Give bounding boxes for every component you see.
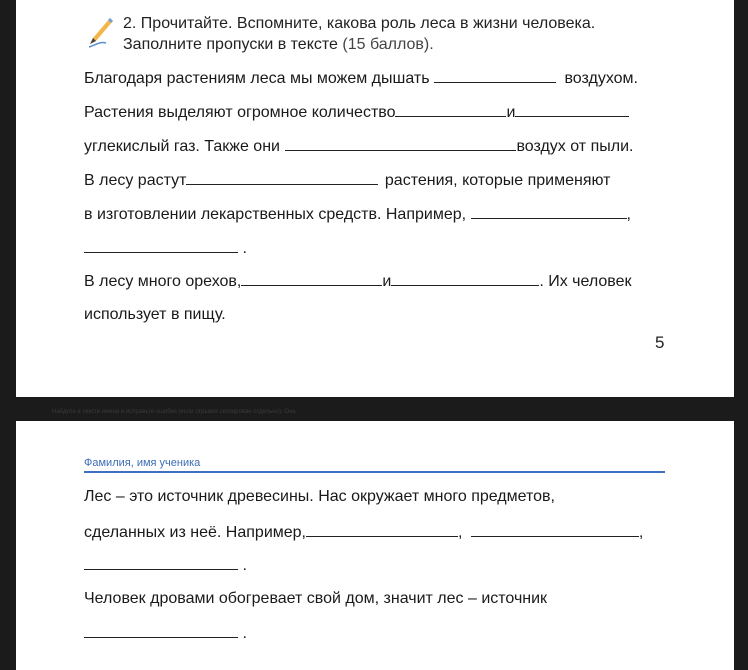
text-segment: углекислый газ. Также они — [84, 138, 280, 155]
text-line-1 — [84, 68, 638, 89]
text-segment: Растения выделяют огромное количество — [84, 104, 396, 121]
task-heading: 2. Прочитайте. Вспомните, какова роль леса в жизни человека. — [123, 15, 596, 32]
text-line-10 — [84, 522, 643, 543]
student-name-rule — [84, 471, 665, 473]
text-segment: и — [506, 104, 516, 121]
text-segment: Лес – это источник древесины. Нас окружает много предметов, — [84, 488, 555, 505]
answer-blank-13[interactable] — [84, 623, 238, 638]
text-line-6 — [84, 238, 247, 259]
text-line-8 — [84, 305, 226, 325]
text-segment: и — [382, 273, 392, 290]
text-segment: В лесу растут — [84, 172, 187, 189]
text-segment: . — [242, 240, 247, 257]
answer-blank-3[interactable] — [515, 102, 629, 117]
text-segment: в изготовлении лекарственных средств. Например, — [84, 206, 467, 223]
worksheet-page-1 — [16, 0, 734, 397]
text-segment: . — [242, 557, 247, 574]
text-line-2 — [84, 102, 629, 123]
text-segment: сделанных из неё. Например, — [84, 524, 306, 541]
answer-blank-12[interactable] — [84, 555, 238, 570]
answer-blank-1[interactable] — [434, 68, 556, 83]
answer-blank-2[interactable] — [395, 102, 506, 117]
text-line-11 — [84, 555, 247, 576]
pencil-icon — [86, 14, 114, 48]
text-segment: . — [242, 625, 247, 642]
text-segment: . Их человек — [539, 273, 632, 290]
page-number: 5 — [655, 333, 665, 352]
text-segment: использует в пищу. — [84, 306, 226, 323]
student-name-label: Фамилия, имя ученика — [84, 457, 201, 469]
task-instruction-line — [123, 34, 595, 55]
worksheet-page-2 — [16, 421, 734, 670]
answer-blank-7[interactable] — [84, 238, 238, 253]
text-segment: В лесу много орехов, — [84, 273, 242, 290]
answer-blank-9[interactable] — [391, 271, 539, 286]
text-line-7 — [84, 271, 631, 292]
text-segment: Человек дровами обогревает свой дом, значит лес – источник — [84, 590, 548, 607]
answer-blank-6[interactable] — [471, 204, 627, 219]
answer-blank-8[interactable] — [241, 271, 382, 286]
text-segment: растения, которые применяют — [384, 172, 611, 189]
faint-bleed-text: Найдите в тексте имена и исправьте ошибки (если отрывок скопирован отдельно). Она — [52, 409, 296, 415]
text-segment: Благодаря растениям леса мы можем дышать — [84, 70, 430, 87]
text-segment: , — [626, 206, 631, 223]
text-line-12 — [84, 589, 547, 609]
answer-blank-4[interactable] — [285, 136, 516, 151]
text-line-3 — [84, 136, 633, 157]
text-segment: , — [638, 524, 644, 541]
text-line-5 — [84, 204, 631, 225]
task-points: (15 баллов). — [342, 36, 434, 53]
text-segment: , — [458, 524, 463, 541]
answer-blank-11[interactable] — [471, 522, 639, 537]
answer-blank-5[interactable] — [186, 170, 378, 185]
text-segment: воздухом. — [564, 70, 638, 87]
text-segment: воздух от пыли. — [516, 138, 634, 155]
answer-blank-10[interactable] — [306, 522, 458, 537]
task-title — [123, 13, 595, 55]
text-line-9 — [84, 487, 555, 507]
text-line-13 — [84, 623, 247, 644]
text-line-4 — [84, 170, 610, 191]
task-instruction: Заполните пропуски в тексте — [123, 36, 338, 53]
